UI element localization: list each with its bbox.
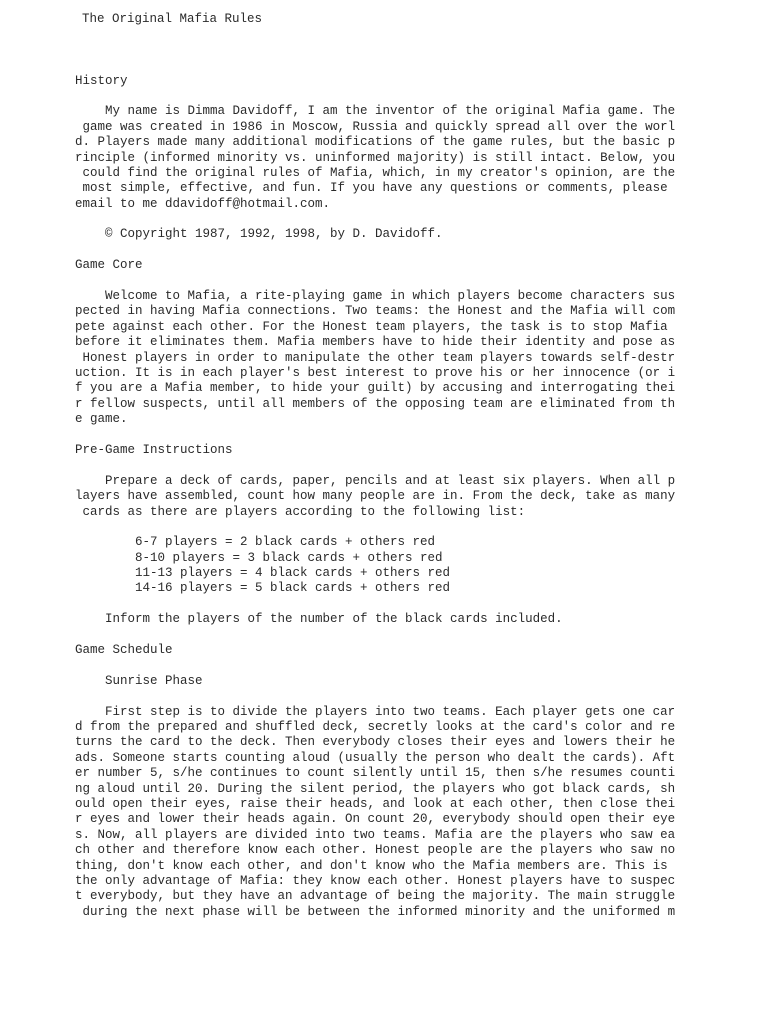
- document-title: The Original Mafia Rules: [82, 12, 263, 26]
- text-line: My name is Dimma Davidoff, I am the inventor of the original Mafia game. The: [75, 104, 676, 119]
- text-line: the only advantage of Mafia: they know each other. Honest players have to suspec: [75, 873, 676, 888]
- text-line: First step is to divide the players into two teams. Each player gets one car: [75, 704, 676, 719]
- list-item: 8-10 players = 3 black cards + others red: [75, 550, 443, 565]
- text-line: e game.: [75, 412, 128, 427]
- text-line: cards as there are players according to the following list:: [75, 504, 526, 519]
- text-line: uction. It is in each player's best interest to prove his or her innocence (or i: [75, 366, 676, 380]
- text-line: email to me ddavidoff@hotmail.com.: [75, 196, 331, 211]
- pre-game-paragraph: [75, 474, 695, 520]
- text-line: Prepare a deck of cards, paper, pencils and at least six players. When all p: [75, 473, 676, 488]
- text-line: ould open their eyes, raise their heads, and look at each other, then close thei: [75, 796, 676, 811]
- text-line: pete against each other. For the Honest team players, the task is to stop Mafia: [75, 319, 668, 334]
- text-line: rinciple (informed minority vs. uninformed majority) is still intact. Below, you: [75, 150, 676, 165]
- list-item: 14-16 players = 5 black cards + others red: [75, 581, 451, 596]
- text-line: r eyes and lower their heads again. On count 20, everybody should open their eye: [75, 812, 676, 827]
- list-item: 11-13 players = 4 black cards + others red: [75, 566, 451, 581]
- text-line: d from the prepared and shuffled deck, secretly looks at the card's color and re: [75, 719, 676, 734]
- text-line: s. Now, all players are divided into two teams. Mafia are the players who saw ea: [75, 827, 676, 842]
- document-page: [75, 12, 695, 920]
- text-line: ch other and therefore know each other. Honest people are the players who saw no: [75, 843, 676, 858]
- text-line: d. Players made many additional modifications of the game rules, but the basic p: [75, 135, 676, 150]
- copyright-notice: © Copyright 1987, 1992, 1998, by D. Davidoff.: [75, 227, 443, 242]
- sunrise-paragraph: [75, 705, 695, 920]
- text-line: r fellow suspects, until all members of the opposing team are eliminated from th: [75, 396, 676, 411]
- history-paragraph: [75, 104, 695, 212]
- text-line: during the next phase will be between the informed minority and the uniformed m: [75, 904, 676, 919]
- list-item: 6-7 players = 2 black cards + others red: [75, 535, 436, 550]
- text-line: most simple, effective, and fun. If you have any questions or comments, please: [75, 181, 668, 196]
- text-line: pected in having Mafia connections. Two teams: the Honest and the Mafia will com: [75, 304, 676, 319]
- text-line: before it eliminates them. Mafia members have to hide their identity and pose as: [75, 335, 676, 350]
- section-heading-pre-game: Pre-Game Instructions: [75, 442, 233, 457]
- section-heading-game-schedule: Game Schedule: [75, 643, 173, 658]
- text-line: ng aloud until 20. During the silent period, the players who got black cards, sh: [75, 781, 676, 796]
- text-line: thing, don't know each other, and don't know who the Mafia members are. This is: [75, 858, 668, 873]
- section-heading-history: History: [75, 73, 128, 88]
- text-line: t everybody, but they have an advantage of being the majority. The main struggle: [75, 889, 676, 904]
- text-line: game was created in 1986 in Moscow, Russia and quickly spread all over the worl: [75, 119, 676, 134]
- section-heading-game-core: Game Core: [75, 258, 143, 273]
- inform-note: Inform the players of the number of the black cards included.: [75, 612, 563, 627]
- text-line: er number 5, s/he continues to count silently until 15, then s/he resumes counti: [75, 766, 676, 781]
- text-line: layers have assembled, count how many people are in. From the deck, take as many: [75, 489, 676, 504]
- text-line: could find the original rules of Mafia, which, in my creator's opinion, are the: [75, 165, 676, 180]
- text-line: Welcome to Mafia, a rite-playing game in which players become characters sus: [75, 289, 676, 304]
- subheading-sunrise-phase: Sunrise Phase: [75, 673, 203, 688]
- text-line: ads. Someone starts counting aloud (usually the person who dealt the cards). Aft: [75, 750, 676, 765]
- text-line: f you are a Mafia member, to hide your guilt) by accusing and interrogating thei: [75, 381, 676, 396]
- game-core-paragraph: [75, 289, 695, 428]
- text-line: Honest players in order to manipulate the other team players towards self-destr: [75, 350, 676, 365]
- player-card-list: [75, 535, 695, 597]
- text-line: turns the card to the deck. Then everybody closes their eyes and lowers their he: [75, 735, 676, 750]
